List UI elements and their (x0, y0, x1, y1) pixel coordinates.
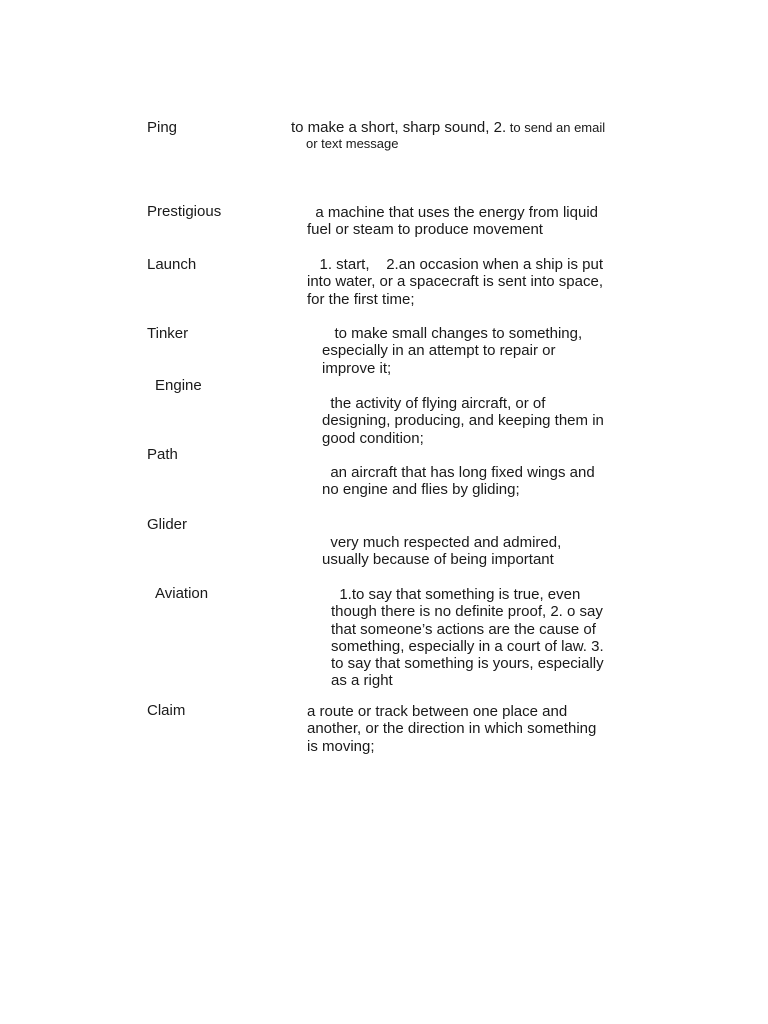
definition-line: the activity of flying aircraft, or of (322, 395, 546, 412)
definition-line: improve it; (322, 359, 392, 377)
definition-4 (322, 325, 622, 377)
term-ping: Ping (147, 119, 178, 136)
definition-6 (322, 464, 622, 499)
definition-line: 1. start, 2.an occasion when a ship is put (307, 256, 603, 273)
term-aviation: Aviation (155, 585, 209, 602)
definition-line: a machine that uses the energy from liquid (307, 204, 598, 221)
definition-line: 1.to say that something is true, even (331, 586, 581, 603)
definition-1 (291, 119, 631, 152)
term-engine: Engine (155, 377, 202, 394)
definition-line: though there is no definite proof, 2. o say (331, 603, 603, 621)
definition-text-small: to send an email (506, 120, 606, 135)
definition-line: designing, producing, and keeping them in (322, 412, 604, 430)
definition-line: a route or track between one place and (307, 703, 568, 720)
definition-line: is moving; (307, 737, 375, 755)
definition-5 (322, 395, 627, 447)
definition-line: an aircraft that has long fixed wings and (322, 464, 595, 481)
definition-line: that someone’s actions are the cause of (331, 620, 596, 638)
definition-7 (322, 534, 622, 569)
definition-line: something, especially in a court of law. 3. (331, 637, 604, 655)
definition-line: especially in an attempt to repair or (322, 342, 556, 360)
definition-line: good condition; (322, 429, 424, 447)
definition-line: or text message (306, 136, 399, 152)
term-launch: Launch (147, 256, 197, 273)
definition-9 (307, 703, 627, 755)
definition-line: for the first time; (307, 290, 415, 308)
term-path: Path (147, 446, 178, 463)
definition-line: into water, or a spacecraft is sent into space, (307, 273, 603, 291)
definition-8 (331, 586, 626, 690)
term-glider: Glider (147, 516, 188, 533)
definition-line: very much respected and admired, (322, 534, 562, 551)
definition-line: as a right (331, 672, 393, 690)
definition-text: to make a short, sharp sound, 2. (291, 119, 507, 136)
definition-line: fuel or steam to produce movement (307, 221, 543, 239)
definition-line (291, 119, 631, 136)
definition-line: no engine and flies by gliding; (322, 481, 520, 499)
definition-line: to make small changes to something, (322, 325, 583, 342)
definition-line: another, or the direction in which something (307, 720, 597, 738)
term-claim: Claim (147, 702, 186, 719)
definition-2 (307, 204, 627, 239)
definition-line: usually because of being important (322, 551, 554, 569)
definition-line: to say that something is yours, especially (331, 655, 604, 673)
term-tinker: Tinker (147, 325, 189, 342)
definition-3 (307, 256, 627, 308)
term-prestigious: Prestigious (147, 203, 222, 220)
